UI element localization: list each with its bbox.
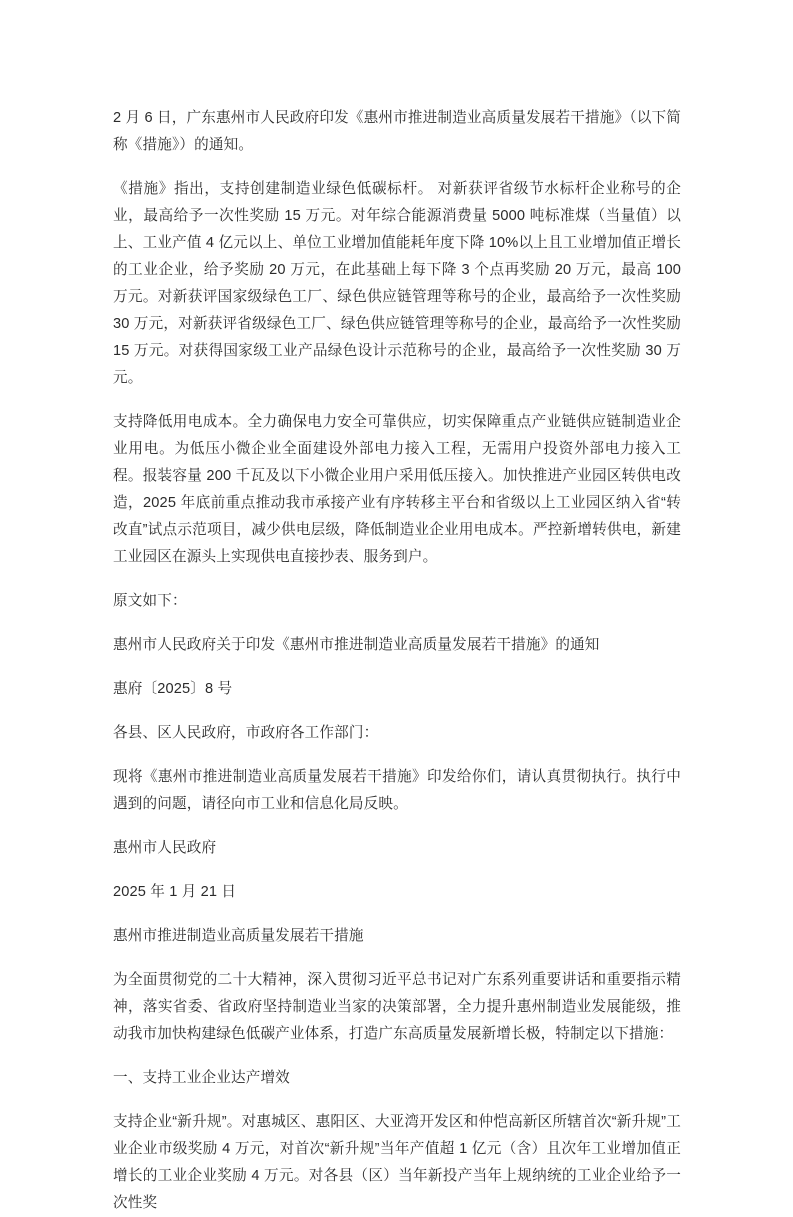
issuer-name: 惠州市人民政府 xyxy=(113,840,217,856)
paragraph-green-low-carbon-incentives: 《措施》指出，支持创建制造业绿色低碳标杆。 对新获评省级节水标杆企业称号的企业，最高给予一次性奖励 15 万元。对年综合能源消费量 5000 吨标准煤（当量值）以上、工业产值 4 亿元以上、单位工业增加值能耗年度下降 10%以上且工业增加值正增长的工业企业，给予奖励 20 万元，在此基础上每下降 3 个点再奖励 20 万元，最高 100 万元。对新获评国家级绿色工厂、绿色供应链管理等称号的企业，最高给予一次性奖励 30 万元，对新获评省级绿色工厂、绿色供应链管理等称号的企业，最高给予一次性奖励 15 万元。对获得国家级工业产品绿色设计示范称号的企业，最高给予一次性奖励 30 万元。 xyxy=(113,181,681,386)
measures-title: 惠州市推进制造业高质量发展若干措施 xyxy=(113,928,364,944)
addressee: 各县、区人民政府，市政府各工作部门： xyxy=(113,725,379,741)
issue-date: 2025 年 1 月 21 日 xyxy=(113,884,237,900)
paragraph-issuance-statement: 现将《惠州市推进制造业高质量发展若干措施》印发给你们，请认真贯彻执行。执行中遇到的问题，请径向市工业和信息化局反映。 xyxy=(113,769,681,812)
paragraph-lower-electricity-cost: 支持降低用电成本。全力确保电力安全可靠供应，切实保障重点产业链供应链制造业企业用电。为低压小微企业全面建设外部电力接入工程，无需用户投资外部电力接入工程。报装容量 200 千瓦及以下小微企业用户采用低压接入。加快推进产业园区转供电改造，2025 年底前重点推动我市承接产业有序转移主平台和省级以上工业园区纳入省“转改直”试点示范项目，减少供电层级，降低制造业企业用电成本。严控新增转供电，新建工业园区在源头上实现供电直接抄表、服务到户。 xyxy=(113,414,681,565)
document-number: 惠府〔2025〕8 号 xyxy=(113,681,233,697)
label-original-text: 原文如下： xyxy=(113,593,187,609)
paragraph-preamble: 为全面贯彻党的二十大精神，深入贯彻习近平总书记对广东系列重要讲话和重要指示精神，落实省委、省政府坚持制造业当家的决策部署，全力提升惠州制造业发展能级，推动我市加快构建绿色低碳产业体系，打造广东高质量发展新增长极，特制定以下措施： xyxy=(113,972,681,1042)
notice-title: 惠州市人民政府关于印发《惠州市推进制造业高质量发展若干措施》的通知 xyxy=(113,637,600,653)
document-body xyxy=(113,105,681,1217)
paragraph-intro-notice: 2 月 6 日，广东惠州市人民政府印发《惠州市推进制造业高质量发展若干措施》（以下简称《措施》）的通知。 xyxy=(113,110,681,153)
section-one-heading: 一、支持工业企业达产增效 xyxy=(113,1070,290,1086)
paragraph-section-one-body: 支持企业“新升规”。对惠城区、惠阳区、大亚湾开发区和仲恺高新区所辖首次“新升规”工业企业市级奖励 4 万元，对首次“新升规”当年产值超 1 亿元（含）且次年工业增加值正增长的工业企业奖励 4 万元。对各县（区）当年新投产当年上规纳统的工业企业给予一次性奖 xyxy=(113,1114,681,1211)
